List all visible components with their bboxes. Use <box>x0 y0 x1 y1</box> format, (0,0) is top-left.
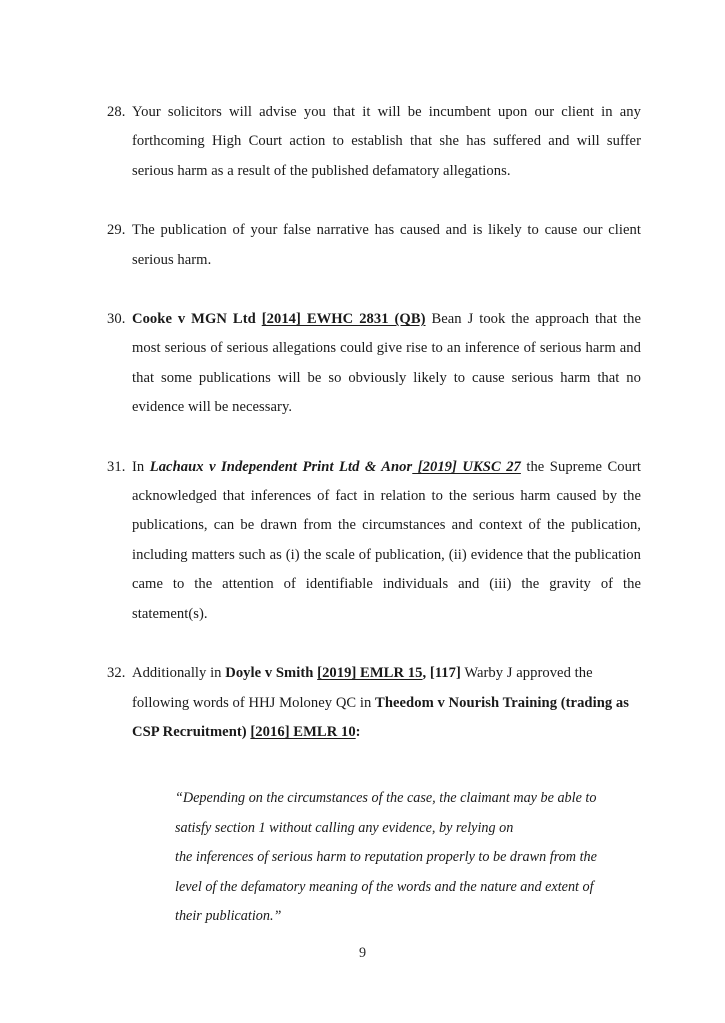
quotation-line: their publication.” <box>175 907 282 924</box>
page-number: 9 <box>358 945 367 961</box>
case-citation-cooke-name: Cooke v MGN Ltd <box>132 311 256 328</box>
paragraph-number-30: 30. <box>107 311 126 328</box>
paragraph-number-31: 31. <box>107 458 126 475</box>
paragraph-32-mid-text: Warby J approved the following words of HHJ Moloney QC in <box>132 665 593 711</box>
paragraph-31-remainder: the Supreme Court acknowledged that inferences of fact in relation to the serious harm caused by the publications, can be drawn from the circumstances and context of the publication, including matters such as (i) the scale of publication, (ii) evidence that the publication came to the attention of identifiable individuals and (iii) the gravity of the statement(s). <box>132 458 641 622</box>
case-citation-cooke-reference: [2014] EWHC 2831 (QB) <box>261 311 426 328</box>
paragraph-text-32 <box>132 659 641 747</box>
paragraph-number-32: 32. <box>107 665 126 682</box>
paragraph-text-31 <box>132 453 641 629</box>
case-citation-theedom-name: Theedom v Nourish Training (trading as CSP Recruitment) <box>132 694 629 740</box>
case-citation-doyle-pinpoint: , [117] <box>422 665 461 682</box>
quotation-line: satisfy section 1 without calling any evidence, by relying on <box>175 819 514 836</box>
paragraph-text-30 <box>132 305 641 423</box>
paragraph-30-remainder: Bean J took the approach that the most serious of serious allegations could give rise to an inference of serious harm and that some publications will be so obviously likely to cause serious harm that no evidence will be necessary. <box>132 311 642 416</box>
paragraph-32-lead-in: Additionally in <box>132 665 226 682</box>
case-citation-lachaux-name: Lachaux v Independent Print Ltd & Anor <box>149 458 413 475</box>
quotation-line: “Depending on the circumstances of the case, the claimant may be able to <box>175 790 597 807</box>
paragraph-28 <box>107 98 641 186</box>
paragraph-30 <box>107 305 641 423</box>
paragraph-number-28: 28. <box>107 104 126 120</box>
paragraph-text-29: The publication of your false narrative has caused and is likely to cause our client serious harm. <box>132 222 641 268</box>
paragraph-32-trailing: : <box>355 723 361 740</box>
case-citation-theedom-reference: [2016] EMLR 10 <box>250 723 356 740</box>
paragraph-number-29: 29. <box>107 222 126 239</box>
paragraph-32 <box>107 659 641 747</box>
paragraph-text-28: Your solicitors will advise you that it will be incumbent upon our client in any forthcoming High Court action to establish that she has suffered and will suffer serious harm as a result of the published defamatory allegations. <box>132 104 641 179</box>
paragraph-29 <box>107 216 641 275</box>
case-citation-doyle-name: Doyle v Smith <box>225 665 314 682</box>
case-citation-lachaux-reference: [2019] UKSC 27 <box>412 458 521 475</box>
paragraph-31-lead-in: In <box>132 458 150 475</box>
paragraph-31 <box>107 453 641 629</box>
quotation-line: the inferences of serious harm to reputation properly to be drawn from the <box>175 849 597 866</box>
quotation-line: level of the defamatory meaning of the words and the nature and extent of <box>175 878 594 895</box>
quotation-block <box>175 784 613 931</box>
case-citation-doyle-reference: [2019] EMLR 15 <box>317 665 423 682</box>
document-body <box>107 98 641 931</box>
